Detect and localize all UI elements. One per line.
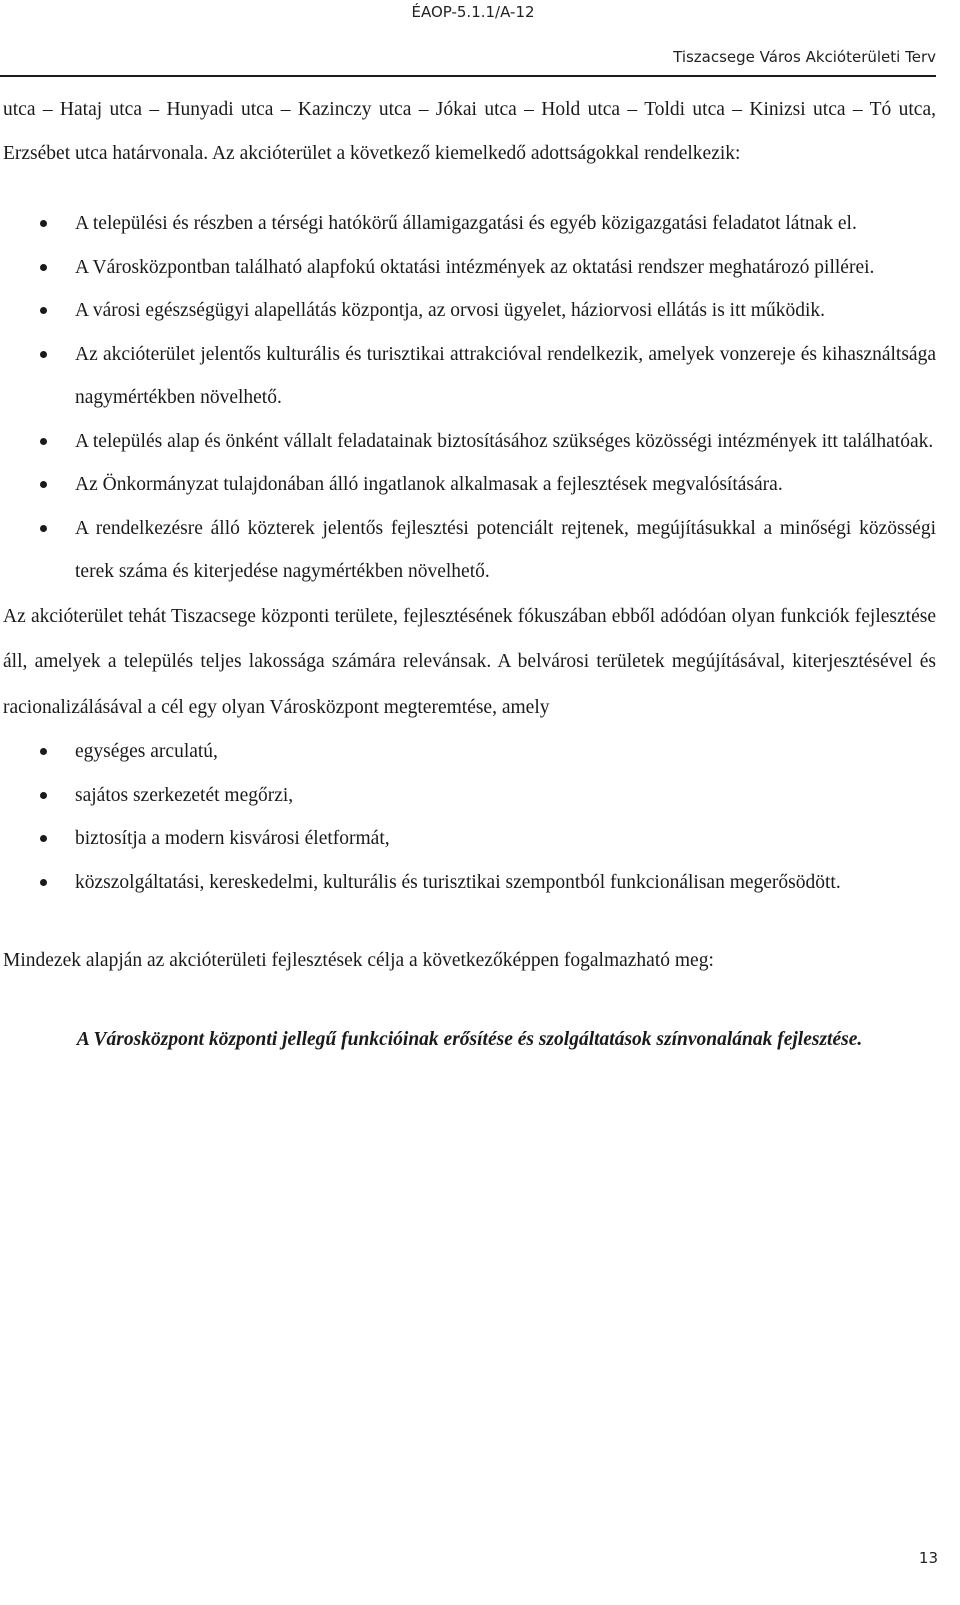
bullet-icon (40, 525, 47, 532)
bullet-icon (40, 748, 47, 755)
list-item-text: A rendelkezésre álló közterek jelentős fejlesztési potenciált rejtenek, megújításukkal a minőségi közösségi terek száma és kiterjedése nagymértékben növelhető. (75, 517, 936, 582)
bullet-icon (40, 220, 47, 227)
center-paragraph: Az akcióterület tehát Tiszacsege központi területe, fejlesztésének fókuszában ebből adódóan olyan funkciók fejlesztése áll, amelyek a település teljes lakossága számára relevánsak. A belvárosi területek megújításával, kiterjesztésével és racionalizálásával a cél egy olyan Városközpont megteremtése, amely (3, 605, 936, 718)
closing-paragraph: Mindezek alapján az akcióterületi fejlesztések célja a következőképpen fogalmazható meg: (3, 950, 714, 971)
list-item (3, 289, 936, 333)
list-item-text: sajátos szerkezetét megőrzi, (75, 784, 294, 806)
list-item (3, 774, 936, 818)
document-subtitle: Tiszacsege Város Akcióterületi Terv (673, 48, 936, 66)
list-item-text: biztosítja a modern kisvárosi életformát, (75, 828, 390, 849)
list-item-text: A települési és részben a térségi hatókörű államigazgatási és egyéb közigazgatási feladatot látnak el. (75, 213, 857, 234)
bullet-icon (40, 264, 47, 271)
list-item (3, 730, 936, 774)
list-item (3, 817, 936, 861)
list-item (3, 463, 936, 507)
list-item (3, 202, 936, 246)
list-item (3, 507, 936, 594)
list-item-text: egységes arculatú, (75, 741, 218, 762)
list-item-text: A városi egészségügyi alapellátás központja, az orvosi ügyelet, háziorvosi ellátás is itt működik. (75, 300, 826, 321)
goal-statement: A Városközpont központi jellegű funkcióinak erősítése és szolgáltatások színvonalának fejlesztése. (76, 1028, 863, 1050)
bullet-icon (40, 307, 47, 314)
page-body (3, 88, 936, 1061)
list-item (3, 420, 936, 464)
list-item (3, 333, 936, 420)
bullet-icon (40, 351, 47, 358)
center-properties-list (3, 730, 936, 904)
document-code: ÉAOP-5.1.1/A-12 (411, 3, 535, 21)
list-item-text: Az akcióterület jelentős kulturális és turisztikai attrakcióval rendelkezik, amelyek vonzereje és kihasználtsága nagymértékben növelhető. (75, 343, 936, 408)
bullet-icon (40, 879, 47, 886)
bullet-icon (40, 835, 47, 842)
list-item-text: közszolgáltatási, kereskedelmi, kulturális és turisztikai szempontból funkcionálisan megerősödött. (75, 871, 841, 893)
page-number: 13 (918, 1549, 938, 1567)
bullet-icon (40, 792, 47, 799)
intro-paragraph: utca – Hataj utca – Hunyadi utca – Kazinczy utca – Jókai utca – Hold utca – Toldi utca – Kinizsi utca – Tó utca, Erzsébet utca határvonala. Az akcióterület a következő kiemelkedő adottságokkal rendelkezik: (3, 99, 936, 164)
list-item-text: A település alap és önként vállalt feladatainak biztosításához szükséges közösségi intézmények itt találhatóak. (75, 430, 934, 452)
bullet-icon (40, 481, 47, 488)
list-item-text: A Városközpontban található alapfokú oktatási intézmények az oktatási rendszer meghatározó pillérei. (75, 256, 875, 278)
header-divider (0, 75, 936, 77)
list-item-text: Az Önkormányzat tulajdonában álló ingatlanok alkalmasak a fejlesztések megvalósítására. (75, 474, 783, 495)
bullet-icon (40, 438, 47, 445)
features-list (3, 202, 936, 594)
list-item (3, 246, 936, 290)
list-item (3, 861, 936, 905)
